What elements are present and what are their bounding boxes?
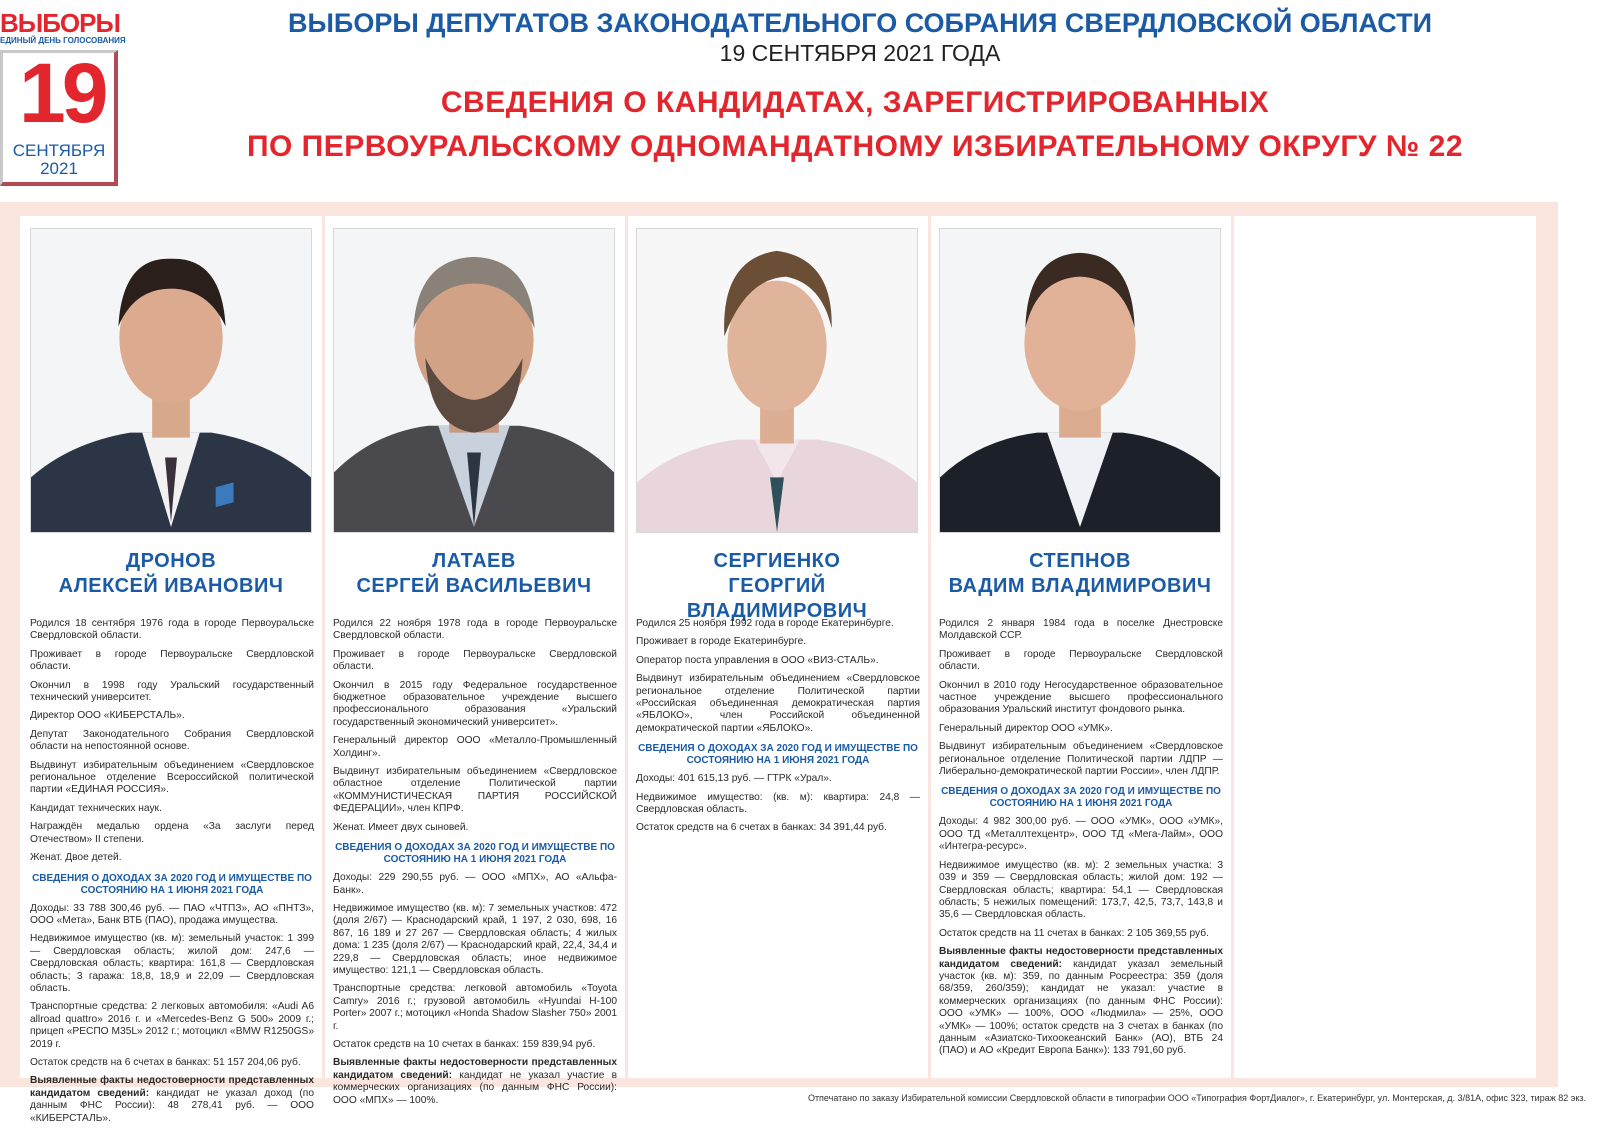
violations-paragraph	[333, 1057, 617, 1107]
candidate-bio	[333, 618, 617, 1113]
bio-paragraph: Проживает в городе Екатеринбурге.	[636, 636, 807, 648]
violations-label: Выявленные факты недостоверности представленных кандидатом сведений:	[30, 1075, 314, 1099]
income-paragraph: Недвижимое имущество (кв. м): 2 земельных участка: 3 039 и 359 — Свердловская область; жилой дом: 192 — Свердловская область; квартира: 54,1 — Свердловская область; 5 нежилых помещений: 173,7, 42,5, 73,7, 143,8 и 35,6 — Свердловская область.	[939, 859, 1223, 921]
bio-paragraph: Кандидат технических наук.	[30, 802, 162, 814]
candidate-surname: СЕРГИЕНКО	[713, 550, 841, 572]
candidate-surname: СТЕПНОВ	[1029, 550, 1131, 572]
bio-paragraph: Оператор поста управления в ООО «ВИЗ-СТАЛЬ».	[636, 654, 879, 666]
page-subtitle-line-2: ПО ПЕРВОУРАЛЬСКОМУ ОДНОМАНДАТНОМУ ИЗБИРАТЕЛЬНОМУ ОКРУГУ № 22	[246, 130, 1464, 163]
bio-paragraph: Окончил в 2010 году Негосударственное образовательное частное учреждение высшего профессионального образования Уральский институт фондового рынка.	[939, 679, 1223, 716]
logo-month: СЕНТЯБРЯ	[12, 141, 106, 160]
bio-paragraph: Женат. Имеет двух сыновей.	[333, 821, 469, 833]
bio-paragraph: Проживает в городе Первоуральске Свердловской области.	[939, 648, 1223, 673]
bio-paragraph: Генеральный директор ООО «УМК».	[939, 722, 1113, 734]
violations-label: Выявленные факты недостоверности представленных кандидатом сведений:	[939, 946, 1223, 970]
candidate-given-name: ВАДИМ ВЛАДИМИРОВИЧ	[948, 575, 1212, 597]
bio-paragraph: Выдвинут избирательным объединением «Свердловское региональное отделение Всероссийской политической партии «ЕДИНАЯ РОССИЯ».	[30, 759, 314, 796]
violations-text: кандидат не указал участие в коммерческих организациях (по данным ФНС России): ООО «МПХ» — 100%.	[333, 1069, 617, 1106]
candidate-given-name: ГЕОРГИЙ ВЛАДИМИРОВИЧ	[686, 575, 868, 622]
income-heading: СВЕДЕНИЯ О ДОХОДАХ ЗА 2020 ГОД И ИМУЩЕСТВЕ ПО СОСТОЯНИЮ НА 1 ИЮНЯ 2021 ГОДА	[335, 842, 615, 866]
candidate-given-name: АЛЕКСЕЙ ИВАНОВИЧ	[58, 575, 284, 597]
candidate-name	[636, 549, 918, 624]
election-logo	[0, 8, 125, 186]
bio-paragraph: Выдвинут избирательным объединением «Свердловское региональное отделение Политической партии «Российская объединенная демократическая партия «ЯБЛОКО», член Российской объединенной демократической партии «ЯБЛОКО».	[636, 673, 920, 734]
income-paragraph: Транспортные средства: легковой автомобиль «Toyota Camry» 2016 г.; грузовой автомобиль «Hyundai H-100 Porter» 2007 г.; мотоцикл «Honda Shadow Slasher 750» 2001 г.	[333, 983, 617, 1032]
logo-day: 19	[19, 46, 105, 140]
violations-text: кандидат указал земельный участок (кв. м): 359, по данным Росреестра: 359 (доля 68/359, 260/359); кандидат не указал: участие в коммерческих организациях (по данным ФНС России): ООО «УМК» — 100%, ООО «Людмила» — 25%, ООО «УМК» — 100%; остаток средств на 3 счетах в банках (по данным «Азиатско-Тихоокеанский Банк» (АО), ВТБ 24 (ПАО) и АО «Кредит Европа Банк»): 133 791,60 руб.	[939, 958, 1223, 1057]
bio-paragraph: Окончил в 1998 году Уральский государственный технический университет.	[30, 679, 314, 704]
bio-paragraph: Награждён медалью ордена «За заслуги перед Отечеством» II степени.	[30, 821, 314, 845]
candidate-name	[939, 549, 1221, 599]
candidate-photo	[333, 228, 615, 533]
bio-paragraph: Генеральный директор ООО «Металло-Промышленный Холдинг».	[333, 735, 617, 759]
candidate-bio	[636, 618, 920, 841]
candidate-surname: ДРОНОВ	[125, 550, 217, 572]
violations-paragraph	[939, 946, 1223, 1058]
page-subtitle-line-1: СВЕДЕНИЯ О КАНДИДАТАХ, ЗАРЕГИСТРИРОВАННЫХ	[440, 86, 1270, 119]
income-paragraph: Недвижимое имущество (кв. м): 7 земельных участков: 472 (доля 2/67) — Краснодарский край, 1 197, 2 030, 698, 16 867, 16 189 и 27 267 — Свердловская область; 4 жилых дома: 1 235 (доля 2/67) — Краснодарский край, 22,4, 34,4 и 229,8 — Свердловская область; иное недвижимое имущество: 121,1 — Свердловская область.	[333, 902, 617, 976]
bio-paragraph: Родился 25 ноября 1992 года в городе Екатеринбурге.	[636, 618, 894, 629]
candidate-name	[30, 549, 312, 599]
income-heading: СВЕДЕНИЯ О ДОХОДАХ ЗА 2020 ГОД И ИМУЩЕСТВЕ ПО СОСТОЯНИЮ НА 1 ИЮНЯ 2021 ГОДА	[638, 743, 918, 767]
income-paragraph: Транспортные средства: 2 легковых автомобиля: «Audi A6 allroad quattro» 2016 г. и «Mercedes-Benz G 500» 2009 г.; прицеп «РЕСПО M35L» 2012 г.; мотоцикл «BMW R1250GS» 2019 г.	[30, 1001, 314, 1050]
page-title: ВЫБОРЫ ДЕПУТАТОВ ЗАКОНОДАТЕЛЬНОГО СОБРАНИЯ СВЕРДЛОВСКОЙ ОБЛАСТИ	[288, 8, 1432, 38]
bio-paragraph: Родился 18 сентября 1976 года в городе Первоуральске Свердловской области.	[30, 618, 314, 642]
income-paragraph: Доходы: 33 788 300,46 руб. — ПАО «ЧТПЗ», АО «ПНТЗ», ООО «Мета», Банк ВТБ (ПАО), продажа имущества.	[30, 902, 314, 926]
bio-paragraph: Директор ООО «КИБЕРСТАЛЬ».	[30, 710, 185, 722]
column-divider	[322, 216, 325, 1078]
bio-paragraph: Родился 22 ноября 1978 года в городе Первоуральске Свердловской области.	[333, 618, 617, 642]
bio-paragraph: Родился 2 января 1984 года в поселке Днестровске Молдавской ССР.	[939, 618, 1223, 642]
logo-word: ВЫБОРЫ	[0, 8, 120, 38]
income-paragraph: Доходы: 401 615,13 руб. — ГТРК «Урал».	[636, 773, 832, 785]
column-divider	[1231, 216, 1234, 1078]
income-paragraph: Доходы: 4 982 300,00 руб. — ООО «УМК», ООО «УМК», ООО ТД «Металлтехцентр», ООО ТД «Мега-Лайм», ООО «Интегра-ресурс».	[939, 816, 1223, 853]
logo-year: 2021	[40, 159, 78, 178]
income-paragraph: Недвижимое имущество: (кв. м): квартира: 24,8 — Свердловская область.	[636, 791, 920, 816]
income-heading: СВЕДЕНИЯ О ДОХОДАХ ЗА 2020 ГОД И ИМУЩЕСТВЕ ПО СОСТОЯНИЮ НА 1 ИЮНЯ 2021 ГОДА	[32, 872, 312, 896]
bio-paragraph: Окончил в 2015 году Федеральное государственное бюджетное образовательное учреждение высшего профессионального образования «Уральский государственный экономический университет».	[333, 679, 617, 728]
bio-paragraph: Выдвинут избирательным объединением «Свердловское областное отделение Политической партии «КОММУНИСТИЧЕСКАЯ ПАРТИЯ РОССИЙСКОЙ ФЕДЕРАЦИИ», член КПРФ.	[333, 766, 617, 815]
candidate-given-name: СЕРГЕЙ ВАСИЛЬЕВИЧ	[356, 575, 592, 597]
income-paragraph: Доходы: 229 290,55 руб. — ООО «МПХ», АО «Альфа-Банк».	[333, 872, 617, 896]
income-paragraph: Недвижимое имущество (кв. м): земельный участок: 1 399 — Свердловская область; жилой дом: 247,6 — Свердловская область; квартира: 161,8 — Свердловская область; 3 гаража: 18,8, 18,9 и 22,09 — Свердловская область.	[30, 933, 314, 994]
candidate-photo	[939, 228, 1221, 533]
bio-paragraph: Проживает в городе Первоуральске Свердловской области.	[30, 648, 314, 673]
election-date: 19 СЕНТЯБРЯ 2021 ГОДА	[719, 40, 1001, 66]
candidate-bio	[30, 618, 314, 1131]
bio-paragraph: Проживает в городе Первоуральске Свердловской области.	[333, 648, 617, 673]
candidate-name	[333, 549, 615, 599]
violations-text: кандидат не указал доход (по данным ФНС России): 48 278,41 руб. — ООО «КИБЕРСТАЛЬ».	[30, 1087, 314, 1124]
bio-paragraph: Депутат Законодательного Собрания Свердловской области на непостоянной основе.	[30, 728, 314, 753]
income-paragraph: Остаток средств на 6 счетах в банках: 51 157 204,06 руб.	[30, 1056, 301, 1068]
print-imprint: Отпечатано по заказу Избирательной комиссии Свердловской области в типографии ООО «Типография ФортДиалог», г. Екатеринбург, ул. Монтерская, д. 3/81А, офис 323, тираж 82 экз.	[807, 1093, 1586, 1103]
income-heading: СВЕДЕНИЯ О ДОХОДАХ ЗА 2020 ГОД И ИМУЩЕСТВЕ ПО СОСТОЯНИЮ НА 1 ИЮНЯ 2021 ГОДА	[941, 786, 1221, 810]
violations-label: Выявленные факты недостоверности представленных кандидатом сведений:	[333, 1057, 617, 1081]
candidate-photo	[636, 228, 918, 533]
logo-subtitle: ЕДИНЫЙ ДЕНЬ ГОЛОСОВАНИЯ	[0, 36, 126, 45]
candidate-photo	[30, 228, 312, 533]
income-paragraph: Остаток средств на 11 счетах в банках: 2 105 369,55 руб.	[939, 927, 1209, 939]
violations-paragraph	[30, 1075, 314, 1125]
bio-paragraph: Женат. Двое детей.	[30, 852, 122, 864]
column-divider	[928, 216, 931, 1078]
bio-paragraph: Выдвинут избирательным объединением «Свердловское региональное отделение Политической партии ЛДПР — Либерально-демократической партии России», член ЛДПР.	[939, 741, 1223, 778]
income-paragraph: Остаток средств на 10 счетах в банках: 159 839,94 руб.	[333, 1038, 596, 1050]
logo-date-box	[0, 46, 118, 186]
candidate-surname: ЛАТАЕВ	[432, 550, 516, 572]
column-divider	[625, 216, 628, 1078]
income-paragraph: Остаток средств на 6 счетах в банках: 34 391,44 руб.	[636, 822, 887, 834]
candidate-bio	[939, 618, 1223, 1064]
